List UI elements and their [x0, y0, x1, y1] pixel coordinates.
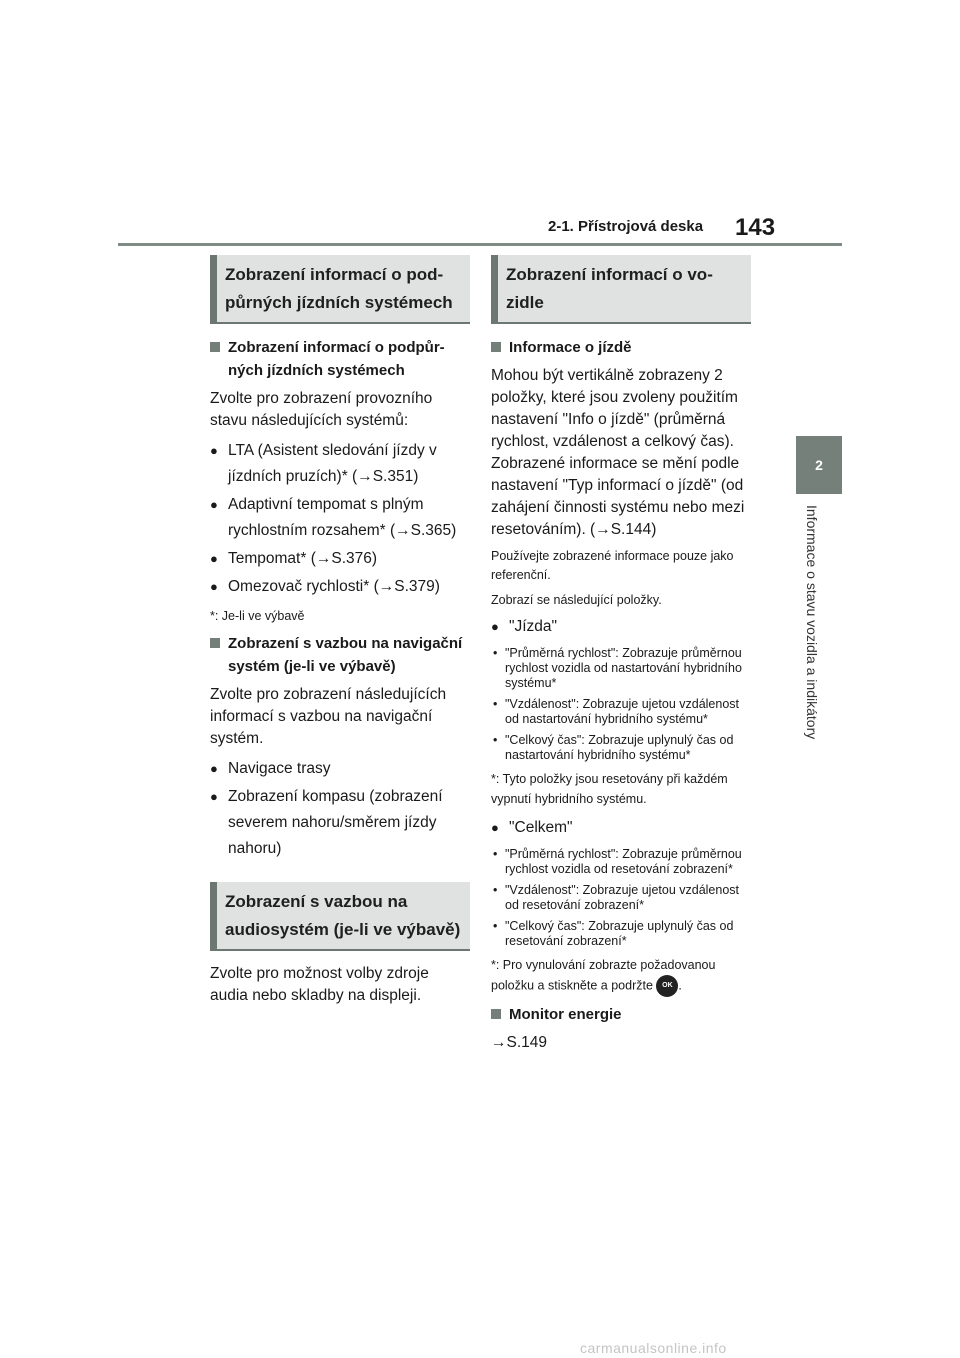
note: Zobrazí se následující položky. [491, 593, 662, 607]
right-column [491, 255, 751, 1060]
bullet-item: ● Adaptivní tempomat s plným rychlostním rozsahem* (→S.365) [210, 492, 470, 544]
bullet-item: ● Zobrazení kompasu (zobrazení severem nahoru/směrem jízdy nahoru) [210, 784, 470, 862]
subheading-trip-info: Informace o jízdě [491, 336, 751, 359]
footnote-end: . [678, 978, 682, 993]
section-heading-driving-support: Zobrazení informací o podpůrných jízdních systémech [210, 255, 470, 324]
left-column [210, 255, 470, 1013]
paragraph: Zvolte pro zobrazení provozního stavu následujících systémů: [210, 390, 433, 429]
footnote: *: Tyto položky jsou resetovány při každém vypnutí hybridního systému. [491, 772, 728, 806]
paragraph: →S.149 [491, 1034, 548, 1051]
ok-button-icon: OK [656, 975, 678, 997]
subheading-driving-support: Zobrazení informací o podpůrných jízdních systémech [210, 336, 470, 382]
bullet-item: ● LTA (Asistent sledování jízdy v jízdních pruzích)* (→S.351) [210, 438, 470, 490]
section-title: 2-1. Přístrojová deska [548, 218, 704, 235]
page-number: 143 [735, 214, 776, 241]
bullet-item: ● Navigace trasy [210, 756, 470, 782]
section-heading-audio: Zobrazení s vazbou na audiosystém (je-li ve výbavě) [210, 882, 470, 951]
footnote-text: *: Pro vynulování zobrazte požadovanou položku a stiskněte a podržte [491, 958, 716, 993]
chapter-tab[interactable]: 2 [796, 436, 842, 494]
list-item: • "Průměrná rychlost": Zobrazuje průměrnou rychlost vozidla od nastartování hybridního systému* [491, 646, 751, 691]
list-item: • "Vzdálenost": Zobrazuje ujetou vzdálenost od nastartování hybridního systému* [491, 697, 751, 727]
watermark: carmanualsonline.info [580, 1340, 727, 1356]
list-item: • "Vzdálenost": Zobrazuje ujetou vzdálenost od resetování zobrazení* [491, 883, 751, 913]
header-rule [118, 243, 842, 246]
list-item: • "Celkový čas": Zobrazuje uplynulý čas od nastartování hybridního systému* [491, 733, 751, 763]
bullet-item: ● "Celkem" [491, 815, 751, 841]
footnote: *: Je-li ve výbavě [210, 609, 305, 623]
subheading-energy-monitor: Monitor energie [491, 1003, 751, 1026]
bullet-item: ● Tempomat* (→S.376) [210, 546, 470, 572]
paragraph: Zvolte pro možnost volby zdroje audia nebo skladby na displeji. [210, 965, 429, 1004]
list-item: • "Průměrná rychlost": Zobrazuje průměrnou rychlost vozidla od resetování zobrazení* [491, 847, 751, 877]
list-item: • "Celkový čas": Zobrazuje uplynulý čas od resetování zobrazení* [491, 919, 751, 949]
bullet-item: ● "Jízda" [491, 614, 751, 640]
footnote [491, 955, 751, 997]
note: Používejte zobrazené informace pouze jako referenční. [491, 549, 734, 582]
paragraph: Zvolte pro zobrazení následujících informací s vazbou na navigační systém. [210, 686, 447, 747]
subheading-navigation: Zobrazení s vazbou na navigační systém (je-li ve výbavě) [210, 632, 470, 678]
bullet-item: ● Omezovač rychlosti* (→S.379) [210, 574, 470, 600]
chapter-label: Informace o stavu vozidla a indikátory [804, 505, 820, 740]
paragraph: Mohou být vertikálně zobrazeny 2 položky, které jsou zvoleny použitím nastavení "Info o jízdě" (průměrná rychlost, vzdálenost a celkový čas). Zobrazené informace se mění podle nastavení "Typ informací o jízdě" (od zahájení činnosti systému nebo mezi resetováním). (→S.144) [491, 367, 745, 538]
section-heading-vehicle-info: Zobrazení informací o vozidle [491, 255, 751, 324]
